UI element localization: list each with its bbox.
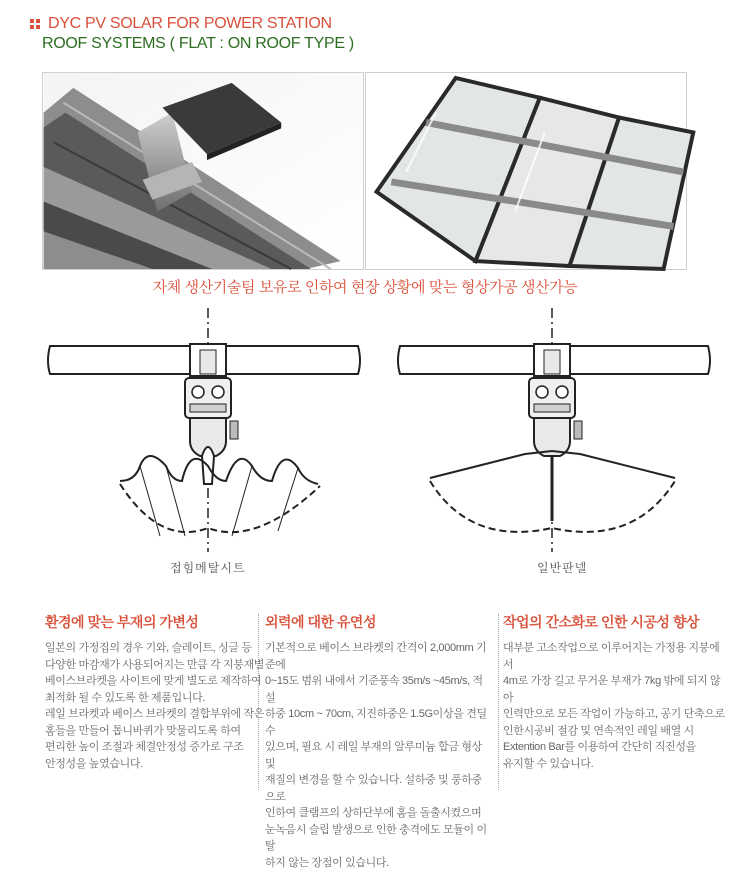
feature-line: 4m로 가장 길고 무거운 부재가 7kg 밖에 되지 않아: [503, 673, 728, 706]
feature-line: 유지할 수 있습니다.: [503, 756, 728, 773]
general-panel-diagram: [390, 306, 720, 556]
feature-column-external-force: [265, 612, 490, 871]
feature-line: 레일 브라켓과 베이스 브라켓의 결합부위에 작은: [45, 706, 270, 723]
feature-line: 하중 10cm ~ 70cm, 지진하중은 1.5G이상을 견딜 수: [265, 706, 490, 739]
feature-line: 인한시공비 절감 및 연속적인 레일 배열 시: [503, 723, 728, 740]
page-header: [30, 14, 354, 53]
feature-text: [503, 640, 728, 772]
folded-metal-sheet-diagram: [40, 306, 370, 556]
folded-metal-sheet-caption: 접힘메탈시트: [170, 559, 246, 576]
feature-column-workability: [503, 612, 728, 772]
feature-line: 최적화 될 수 있도록 한 제품입니다.: [45, 690, 270, 707]
feature-heading: 작업의 간소화로 인한 시공성 향상: [503, 612, 728, 632]
page-title: DYC PV SOLAR FOR POWER STATION: [48, 15, 332, 33]
feature-line: Extention Bar를 이용하여 간단히 직진성을: [503, 739, 728, 756]
general-panel-caption: 일반판넬: [537, 559, 587, 576]
feature-line: 재질의 변경을 할 수 있습니다. 설하중 및 풍하중으로: [265, 772, 490, 805]
feature-line: 인하여 클램프의 상하단부에 홈을 돌출시켰으며: [265, 805, 490, 822]
feature-line: 있으며, 필요 시 레일 부재의 알루미늄 합금 형상 및: [265, 739, 490, 772]
rail-closeup-photo: [42, 72, 364, 270]
production-slogan: 자체 생산기술팀 보유로 인하여 현장 상황에 맞는 형상가공 생산가능: [0, 276, 730, 297]
feature-line: 편리한 높이 조절과 체결안정성 증가로 구조: [45, 739, 270, 756]
feature-heading: 외력에 대한 유연성: [265, 612, 490, 632]
feature-line: 기본적으로 베이스 브라켓의 간격이 2,000mm 기준에: [265, 640, 490, 673]
feature-line: 대부분 고소작업으로 이루어지는 가정용 지붕에서: [503, 640, 728, 673]
feature-heading: 환경에 맞는 부재의 가변성: [45, 612, 270, 632]
title-row: [30, 14, 354, 34]
feature-line: 하지 않는 장점이 있습니다.: [265, 855, 490, 871]
feature-text: [45, 640, 270, 772]
feature-line: 일본의 가정집의 경우 기와, 슬레이트, 싱글 등: [45, 640, 270, 657]
feature-text: [265, 640, 490, 871]
page-subtitle: ROOF SYSTEMS ( FLAT : ON ROOF TYPE ): [42, 35, 354, 53]
column-divider: [498, 614, 499, 790]
feature-line: 다양한 마감재가 사용되어지는 만큼 각 지붕재별: [45, 657, 270, 674]
feature-line: 홈들을 만들어 톱니바퀴가 맞물리도록 하여: [45, 723, 270, 740]
feature-line: 0~15도 범위 내에서 기준풍속 35m/s ~45m/s, 적설: [265, 673, 490, 706]
feature-column-flexibility: [45, 612, 270, 772]
bullet-grid-icon: [30, 19, 40, 29]
feature-line: 안정성을 높였습니다.: [45, 756, 270, 773]
feature-line: 인력만으로 모든 작업이 가능하고, 공기 단축으로: [503, 706, 728, 723]
feature-line: 눈녹음시 슬립 발생으로 인한 충격에도 모듈이 이탈: [265, 822, 490, 855]
feature-line: 베이스브라켓을 사이트에 맞게 별도로 제작하여: [45, 673, 270, 690]
solar-array-photo: [365, 72, 687, 270]
